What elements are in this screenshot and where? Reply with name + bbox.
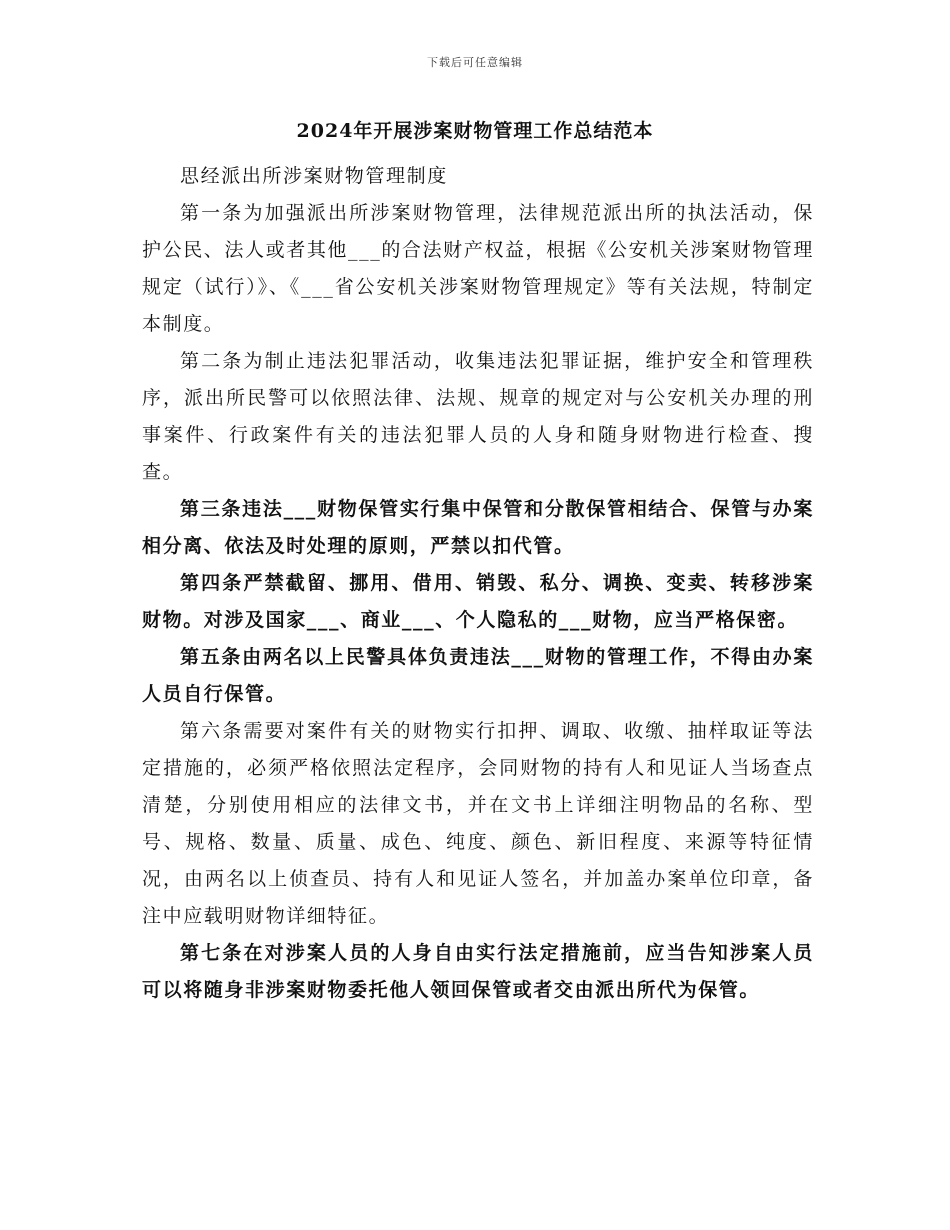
paragraph: 思经派出所涉案财物管理制度: [180, 165, 448, 187]
paragraph: 第七条在对涉案人员的人身自由实行法定措施前，应当告知涉案人员可以将随身非涉案财物委托他人领回保管或者交由派出所代为保管。: [142, 942, 814, 1001]
paragraph: 第四条严禁截留、挪用、借用、销毁、私分、调换、变卖、转移涉案财物。对涉及国家___、商业___、个人隐私的___财物，应当严格保密。: [142, 572, 814, 631]
paragraph: 第二条为制止违法犯罪活动，收集违法犯罪证据，维护安全和管理秩序，派出所民警可以依照法律、法规、规章的规定对与公安机关办理的刑事案件、行政案件有关的违法犯罪人员的人身和随身财物进行检查、搜查。: [142, 350, 814, 483]
header-note: 下载后可任意编辑: [427, 56, 523, 69]
paragraph: 第五条由两名以上民警具体负责违法___财物的管理工作，不得由办案人员自行保管。: [142, 646, 814, 705]
paragraph: 第三条违法___财物保管实行集中保管和分散保管相结合、保管与办案相分离、依法及时处理的原则，严禁以扣代管。: [142, 498, 814, 557]
paragraph: 第六条需要对案件有关的财物实行扣押、调取、收缴、抽样取证等法定措施的，必须严格依照法定程序，会同财物的持有人和见证人当场查点清楚，分别使用相应的法律文书，并在文书上详细注明物品的名称、型号、规格、数量、质量、成色、纯度、颜色、新旧程度、来源等特征情况，由两名以上侦查员、持有人和见证人签名，并加盖办案单位印章，备注中应载明财物详细特征。: [142, 720, 814, 927]
paragraph: 第一条为加强派出所涉案财物管理，法律规范派出所的执法活动，保护公民、法人或者其他___的合法财产权益，根据《公安机关涉案财物管理规定（试行）》、《___省公安机关涉案财物管理规定》等有关法规，特制定本制度。: [142, 202, 814, 335]
document-body: [142, 158, 814, 1009]
document-title: 2024年开展涉案财物管理工作总结范本: [296, 120, 654, 142]
